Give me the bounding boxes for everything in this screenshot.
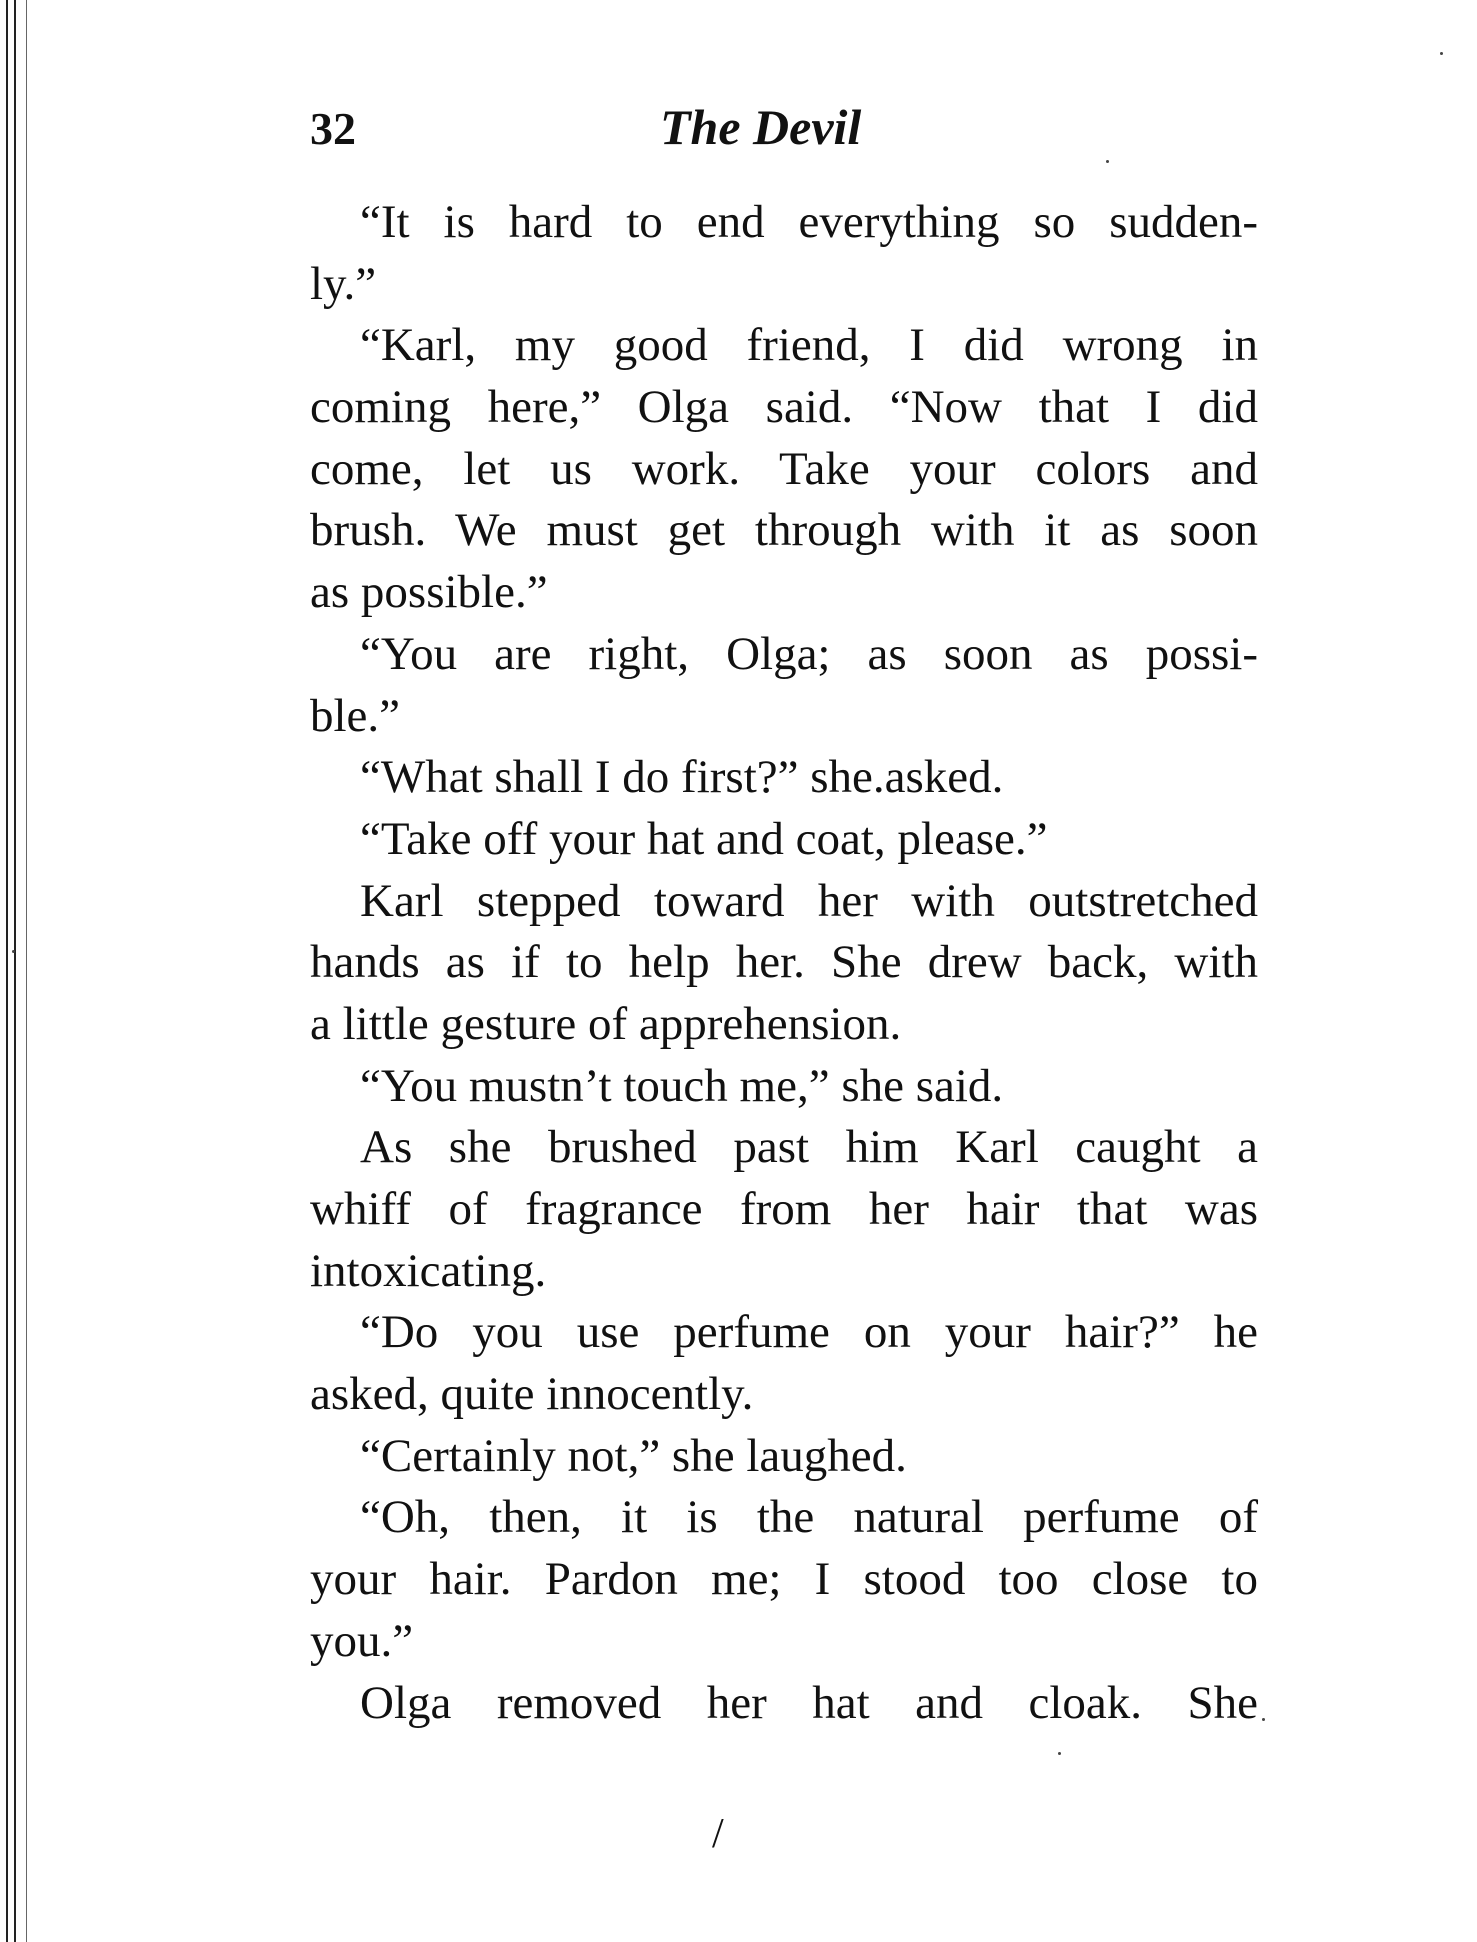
text-line: “Karl, my good friend, I did wrong in: [360, 319, 1258, 372]
binding-edge: [0, 0, 40, 1942]
print-speck: [1106, 160, 1109, 163]
text-line: ly.”: [310, 257, 377, 310]
text-line: hands as if to help her. She drew back, with: [310, 936, 1258, 989]
text-line: “Oh, then, it is the natural perfume of: [360, 1491, 1258, 1544]
book-title: The Devil: [660, 99, 862, 155]
text-line: asked, quite innocently.: [310, 1368, 754, 1421]
text-line: brush. We must get through with it as soon: [310, 504, 1258, 557]
body-text: [310, 192, 1258, 1734]
text-line: ble.”: [310, 689, 401, 742]
text-line: “You are right, Olga; as soon as possi-: [360, 627, 1258, 680]
print-speck: [12, 950, 15, 953]
text-line: “Take off your hat and coat, please.”: [360, 812, 1048, 865]
text-line: as possible.”: [310, 566, 548, 619]
text-line: “Certainly not,” she laughed.: [360, 1429, 907, 1482]
print-speck: [1058, 1752, 1061, 1755]
page-number: 32: [310, 103, 356, 154]
text-line: Olga removed her hat and cloak. She: [360, 1676, 1258, 1729]
text-line: “You mustn’t touch me,” she said.: [360, 1059, 1004, 1112]
running-head: [310, 99, 1260, 162]
text-line: “It is hard to end everything so sudden-: [360, 196, 1258, 248]
text-line: coming here,” Olga said. “Now that I did: [310, 381, 1258, 434]
text-line: your hair. Pardon me; I stood too close to: [310, 1553, 1258, 1606]
text-line: a little gesture of apprehension.: [310, 997, 902, 1050]
text-line: “What shall I do first?” she.asked.: [360, 751, 1004, 804]
print-speck: [1262, 1718, 1265, 1721]
text-line: “Do you use perfume on your hair?” he: [360, 1306, 1258, 1359]
page-mark: /: [712, 1811, 724, 1857]
text-line: Karl stepped toward her with outstretched: [360, 874, 1258, 927]
text-line: intoxicating.: [310, 1244, 547, 1297]
text-line: whiff of fragrance from her hair that was: [310, 1183, 1258, 1235]
print-speck: [1440, 52, 1443, 55]
text-line: come, let us work. Take your colors and: [310, 442, 1258, 495]
text-line: you.”: [310, 1614, 414, 1667]
text-line: As she brushed past him Karl caught a: [360, 1121, 1258, 1174]
